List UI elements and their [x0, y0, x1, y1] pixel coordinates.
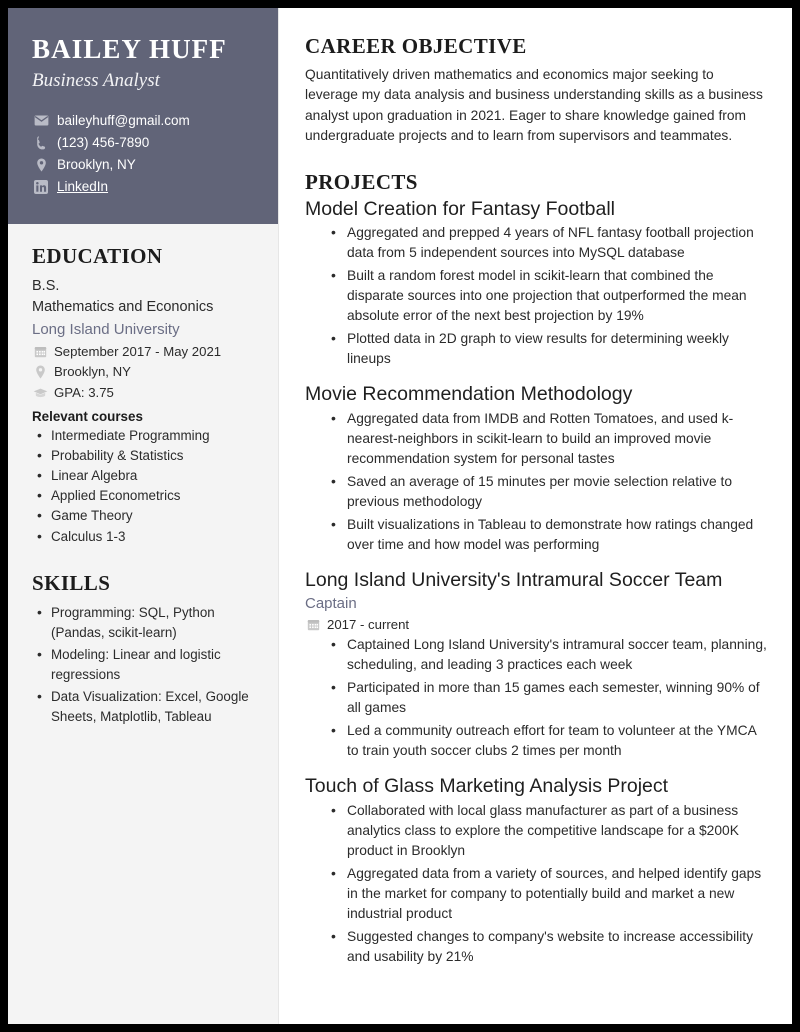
skills-list — [32, 603, 254, 728]
projects-heading: PROJECTS — [305, 170, 418, 195]
map-pin-icon — [32, 365, 48, 379]
contact-text[interactable]: LinkedIn — [57, 178, 109, 194]
education-gpa-text: GPA: 3.75 — [54, 385, 114, 401]
project-dates-text: 2017 - current — [327, 616, 410, 632]
list-item: • Saved an average of 15 minutes per movie selection relative to previous methodology — [331, 472, 768, 512]
sidebar-header — [8, 8, 278, 224]
career-objective-section — [305, 34, 768, 146]
contact-list — [32, 114, 254, 194]
career-objective-heading: CAREER OBJECTIVE — [305, 34, 527, 58]
project-title: Long Island University's Intramural Soccer Team — [305, 568, 723, 591]
education-gpa — [32, 384, 254, 402]
project-bullet-list — [305, 635, 768, 761]
list-item: • Built visualizations in Tableau to demonstrate how ratings changed over time and how model was performing — [331, 515, 768, 555]
contact-text: baileyhuff@gmail.com — [57, 113, 190, 129]
list-item: • Aggregated data from a variety of sources, and helped identify gaps in the market for company to potentially build and market a new industrial product — [331, 864, 768, 924]
contact-item — [32, 158, 254, 172]
job-title: Business Analyst — [32, 70, 160, 92]
project-entry — [305, 197, 768, 369]
education-dates-text: September 2017 - May 2021 — [54, 343, 222, 359]
envelope-icon — [32, 115, 50, 126]
project-title: Touch of Glass Marketing Analysis Project — [305, 775, 669, 798]
education-school: Long Island University — [32, 321, 180, 339]
education-field: Mathematics and Econonics — [32, 299, 214, 316]
sidebar — [8, 8, 279, 1024]
education-location-text: Brooklyn, NY — [54, 364, 131, 380]
list-item: • Data Visualization: Excel, Google Sheets, Matplotlib, Tableau — [34, 687, 254, 727]
projects-section — [305, 170, 768, 967]
relevant-courses-label: Relevant courses — [32, 408, 143, 424]
calendar-icon — [305, 618, 321, 631]
list-item: • Aggregated data from IMDB and Rotten Tomatoes, and used k-nearest-neighbors in scikit-learn to build an improved movie recommendation system for personal tastes — [331, 409, 768, 469]
contact-text: Brooklyn, NY — [57, 156, 136, 172]
list-item: • Linear Algebra — [34, 466, 254, 486]
phone-icon — [32, 136, 50, 150]
linkedin-icon — [32, 180, 50, 194]
list-item: • Participated in more than 15 games each semester, winning 90% of all games — [331, 678, 768, 718]
career-objective-text: Quantitatively driven mathematics and economics major seeking to leverage my data analysis and business understanding skills as a business analyst upon graduation in 2021. Eager to share knowledge gained from undergraduate projects and to learn from supervisors and teammates. — [305, 67, 763, 143]
contact-item — [32, 136, 254, 150]
list-item: • Suggested changes to company's website to increase accessibility and usability by 21% — [331, 927, 768, 967]
list-item: • Applied Econometrics — [34, 486, 254, 506]
calendar-icon — [32, 345, 48, 358]
list-item: • Captained Long Island University's intramural soccer team, planning, scheduling, and leading 3 practices each week — [331, 635, 768, 675]
project-entry — [305, 568, 768, 762]
list-item: • Aggregated and prepped 4 years of NFL fantasy football projection data from 5 independent sources into MySQL database — [331, 223, 768, 263]
list-item: • Programming: SQL, Python (Pandas, scikit-learn) — [34, 603, 254, 643]
list-item: • Probability & Statistics — [34, 446, 254, 466]
list-item: • Built a random forest model in scikit-learn that combined the disparate sources into one projection that outperformed the mean absolute error of the next best projection by 19% — [331, 266, 768, 326]
project-bullet-list — [305, 801, 768, 967]
project-entry — [305, 774, 768, 966]
relevant-courses-list — [32, 426, 254, 547]
education-section — [32, 244, 254, 547]
list-item: • Led a community outreach effort for team to volunteer at the YMCA to train youth soccer clubs 2 times per month — [331, 721, 768, 761]
resume-page — [8, 8, 792, 1024]
contact-item[interactable] — [32, 180, 254, 194]
skills-section — [32, 571, 254, 728]
project-title: Model Creation for Fantasy Football — [305, 198, 615, 221]
education-location — [32, 363, 254, 381]
contact-text: (123) 456-7890 — [57, 134, 150, 150]
education-heading: EDUCATION — [32, 243, 163, 268]
project-subtitle: Captain — [305, 595, 357, 613]
education-dates — [32, 343, 254, 361]
contact-item — [32, 114, 254, 128]
sidebar-body — [8, 224, 278, 1024]
project-bullet-list — [305, 409, 768, 555]
skills-heading: SKILLS — [32, 570, 111, 595]
projects-container — [305, 197, 768, 967]
project-dates — [305, 616, 768, 634]
graduation-cap-icon — [32, 387, 48, 399]
list-item: • Calculus 1-3 — [34, 527, 254, 547]
map-pin-icon — [32, 158, 50, 172]
project-bullet-list — [305, 223, 768, 369]
education-degree: B.S. — [32, 277, 60, 294]
main-content — [279, 8, 792, 1024]
page-title: BAILEY HUFF — [32, 34, 227, 64]
list-item: • Modeling: Linear and logistic regressions — [34, 645, 254, 685]
list-item: • Plotted data in 2D graph to view results for determining weekly lineups — [331, 329, 768, 369]
list-item: • Game Theory — [34, 506, 254, 526]
project-entry — [305, 382, 768, 554]
project-title: Movie Recommendation Methodology — [305, 383, 633, 406]
list-item: • Intermediate Programming — [34, 426, 254, 446]
list-item: • Collaborated with local glass manufacturer as part of a business analytics class to explore the competitive landscape for a $200K product in Brooklyn — [331, 801, 768, 861]
